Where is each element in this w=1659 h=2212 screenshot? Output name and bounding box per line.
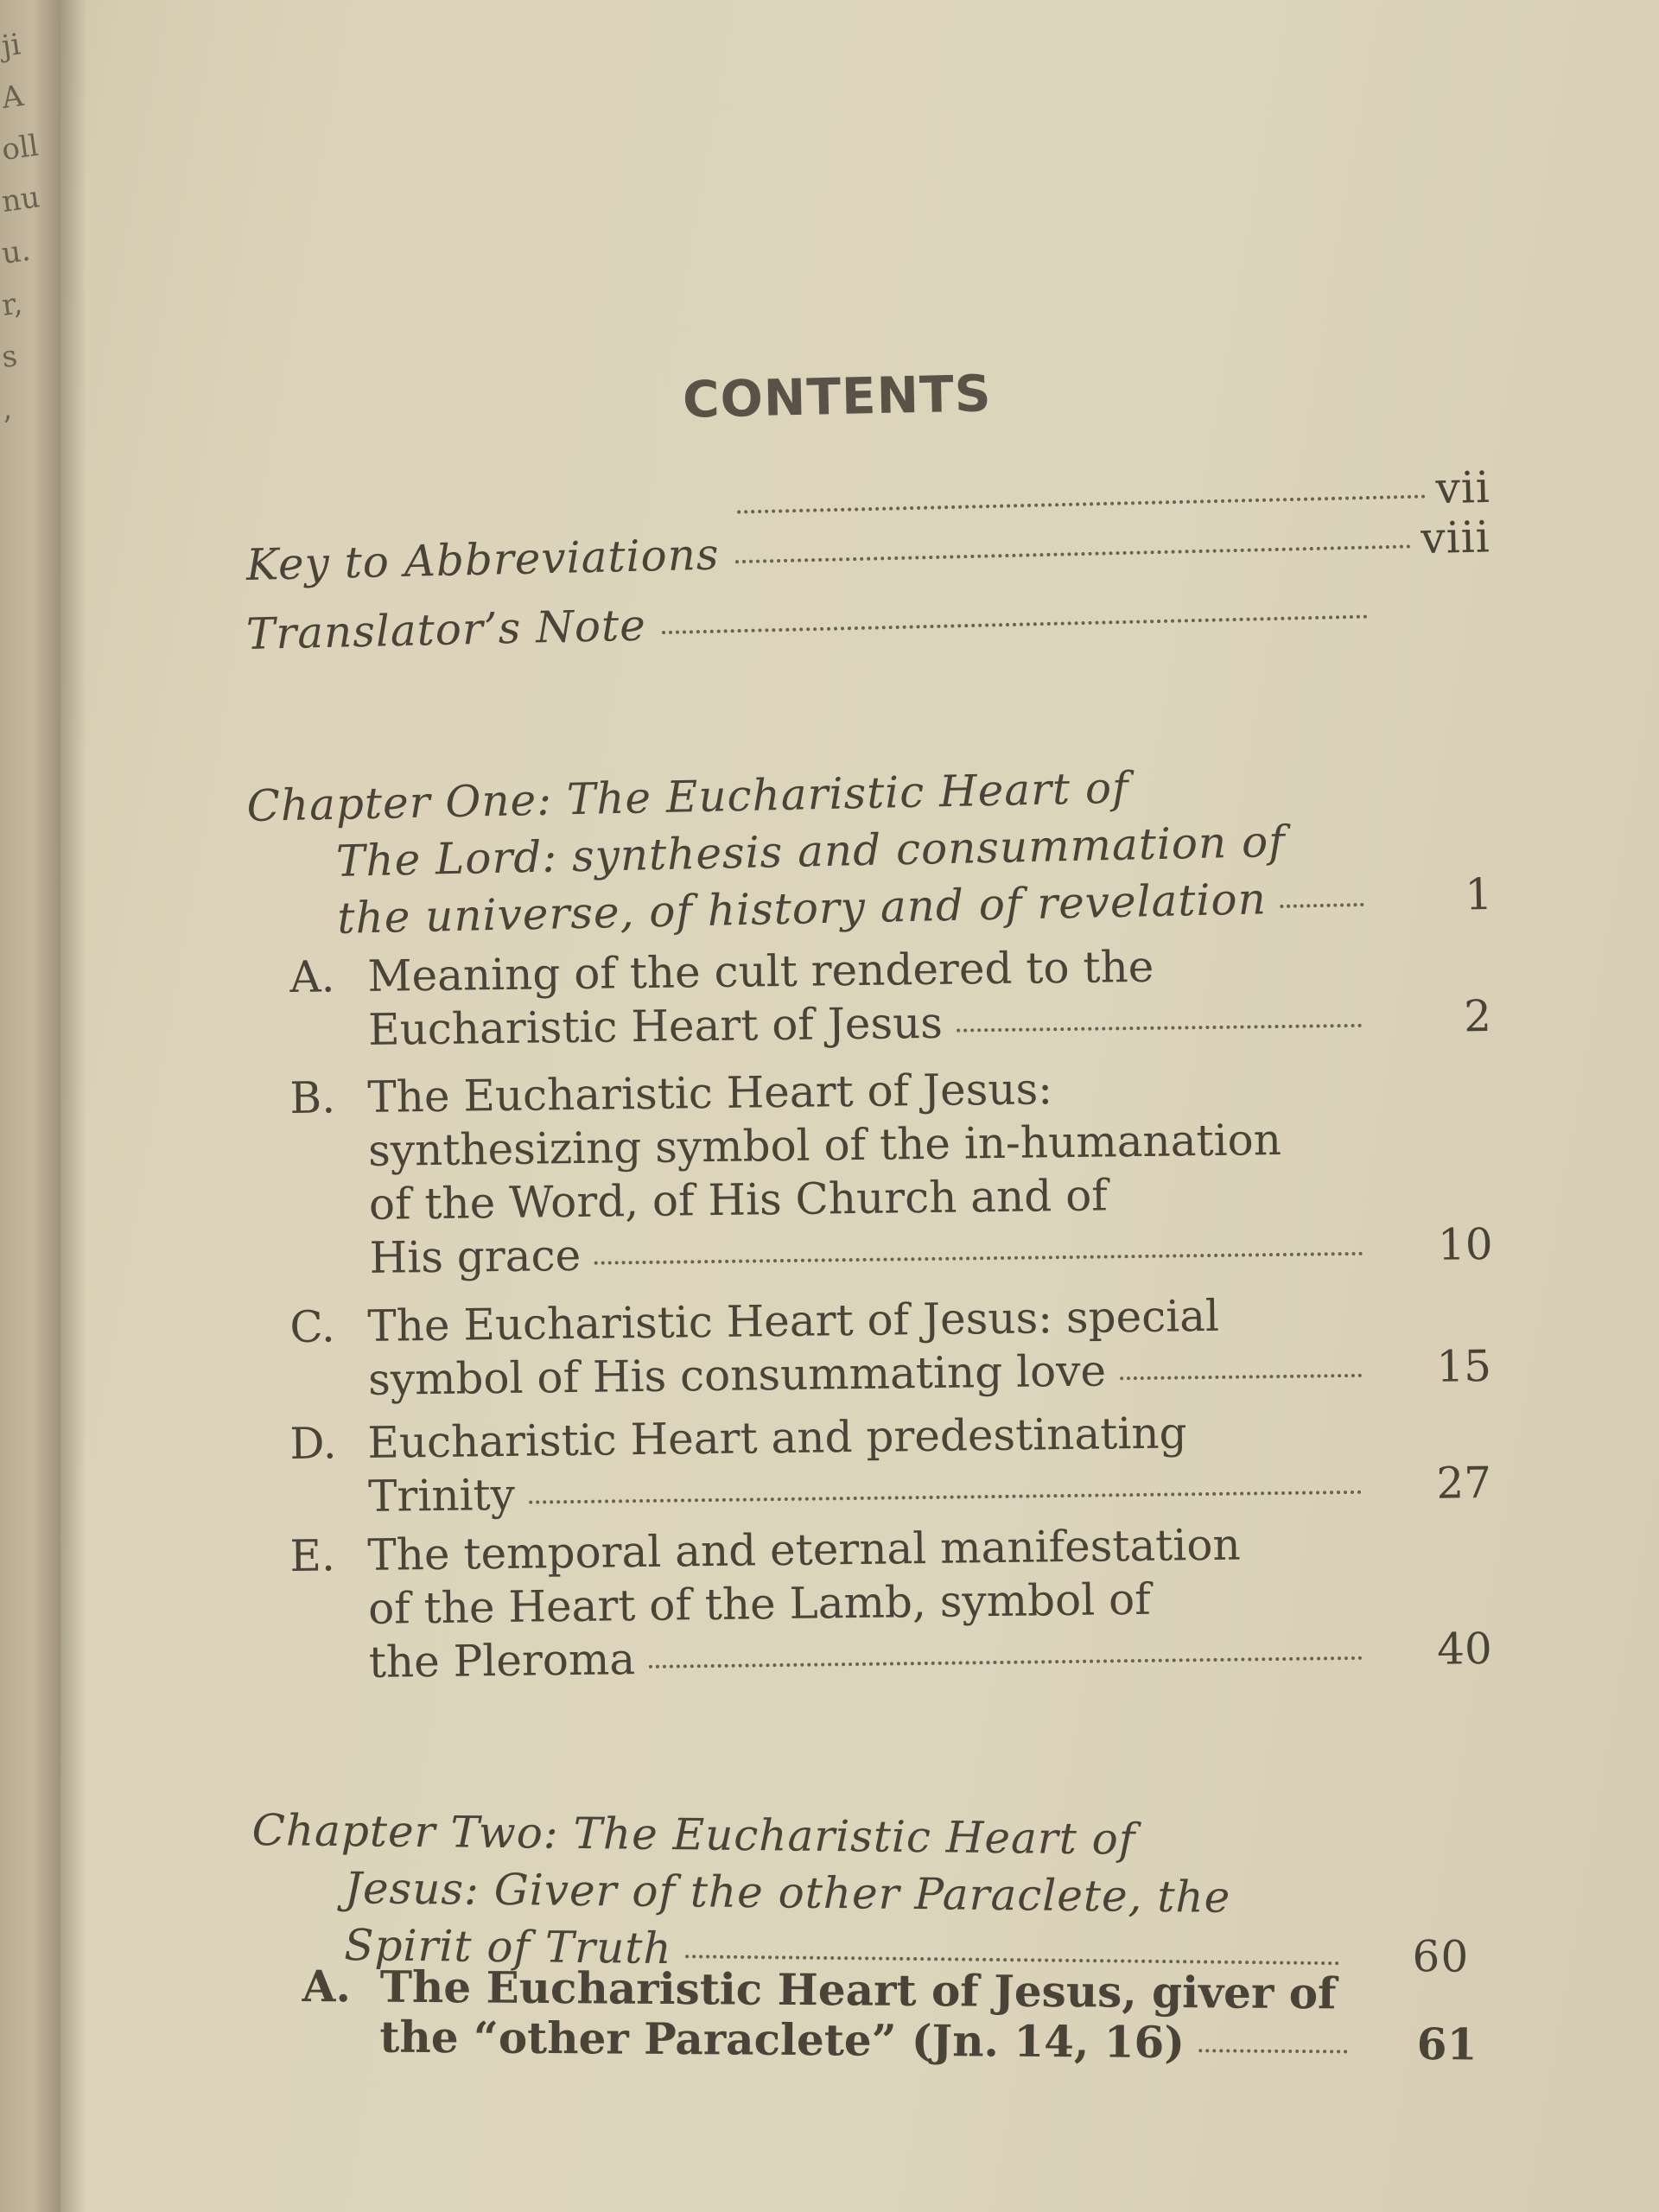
section-title-line: the “other Paraclete” (Jn. 14, 16)	[379, 2011, 1185, 2069]
dot-leader	[649, 1656, 1363, 1669]
facing-page-fragment: oll	[0, 128, 41, 168]
facing-page-edge	[0, 0, 60, 2212]
dot-leader	[735, 543, 1411, 563]
toc-page-number: 15	[1436, 1341, 1492, 1392]
toc-page-number: 2	[1463, 991, 1492, 1042]
section-title-line: His grace	[369, 1230, 582, 1283]
facing-page-text	[2, 17, 54, 432]
toc-section-1D	[289, 1402, 1491, 1524]
facing-page-fragment: r,	[0, 286, 25, 323]
dot-leader	[1281, 903, 1364, 908]
section-letter: C.	[289, 1301, 336, 1352]
page-title: CONTENTS	[682, 364, 993, 429]
dot-leader	[594, 1252, 1363, 1265]
toc-page-number: 27	[1436, 1458, 1492, 1509]
section-letter: A.	[302, 1961, 352, 2012]
chapter-title-line: the universe, of history and of revelation	[336, 874, 1268, 944]
dot-leader	[737, 494, 1426, 514]
facing-page-fragment: A	[0, 78, 26, 116]
toc-page-number: 40	[1436, 1624, 1493, 1675]
facing-page-fragment: nu	[0, 180, 42, 219]
dot-leader	[1198, 2049, 1347, 2053]
chapter-title-line: Chapter Two: The Eucharistic Heart of	[251, 1804, 1136, 1865]
section-title-line: of the Word, of His Church and of	[368, 1170, 1109, 1230]
gutter-shadow	[60, 0, 86, 2212]
toc-page-number: vii	[1434, 461, 1491, 514]
section-title-line: of the Heart of the Lamb, symbol of	[367, 1573, 1152, 1634]
section-title-line: Eucharistic Heart of Jesus	[367, 997, 944, 1055]
toc-section-1C	[289, 1286, 1491, 1408]
chapter-title-line: Spirit of Truth	[343, 1920, 672, 1974]
section-title-line: synthesizing symbol of the in-humanation	[367, 1114, 1282, 1176]
toc-page-number: 60	[1412, 1931, 1470, 1982]
section-title-line: The Eucharistic Heart of Jesus, giver of	[379, 1961, 1337, 2019]
facing-page-fragment: ,	[0, 391, 14, 427]
toc-section-1E	[289, 1515, 1492, 1690]
dot-leader	[529, 1491, 1362, 1504]
chapter-title-line: The Lord: synthesis and consummation of	[335, 816, 1287, 887]
chapter-title-line: Jesus: Giver of the other Paraclete, the	[344, 1863, 1231, 1923]
toc-section-1B	[289, 1057, 1493, 1286]
toc-chapter-one	[246, 752, 1494, 949]
section-title-line: Trinity	[367, 1469, 516, 1522]
toc-page-number: 61	[1416, 2018, 1478, 2070]
section-title-line: symbol of His consummating love	[367, 1345, 1107, 1405]
section-letter: A.	[289, 951, 335, 1002]
section-letter: D.	[289, 1418, 337, 1469]
facing-page-fragment: u.	[0, 232, 33, 271]
dot-leader	[662, 614, 1368, 635]
toc-page-number: 1	[1464, 868, 1494, 920]
section-title-line: Eucharistic Heart and predestinating	[367, 1408, 1187, 1468]
toc-section-2A	[302, 1961, 1478, 2069]
toc-chapter-two	[251, 1802, 1471, 1986]
toc-section-1A	[289, 936, 1491, 1058]
section-title-line: Meaning of the cult rendered to the	[367, 941, 1154, 1001]
chapter-title-line: Chapter One: The Eucharistic Heart of	[246, 762, 1130, 831]
section-title-line: The Eucharistic Heart of Jesus: special	[367, 1290, 1220, 1351]
section-title-line: the Pleroma	[368, 1634, 636, 1688]
dot-leader	[957, 1024, 1362, 1033]
toc-entry-label: Key to Abbreviations	[245, 529, 721, 590]
section-title-line: The Eucharistic Heart of Jesus:	[367, 1064, 1053, 1122]
facing-page-fragment: s	[0, 338, 20, 375]
toc-entry-label: Translator’s Note	[245, 600, 647, 659]
toc-page-number: viii	[1420, 512, 1491, 564]
section-letter: B.	[289, 1072, 336, 1123]
toc-page-number: 10	[1437, 1219, 1493, 1270]
facing-page-fragment: ji	[0, 27, 23, 64]
section-letter: E.	[289, 1530, 336, 1581]
section-title-line: The temporal and eternal manifestation	[367, 1519, 1241, 1580]
dot-leader	[1120, 1374, 1362, 1380]
